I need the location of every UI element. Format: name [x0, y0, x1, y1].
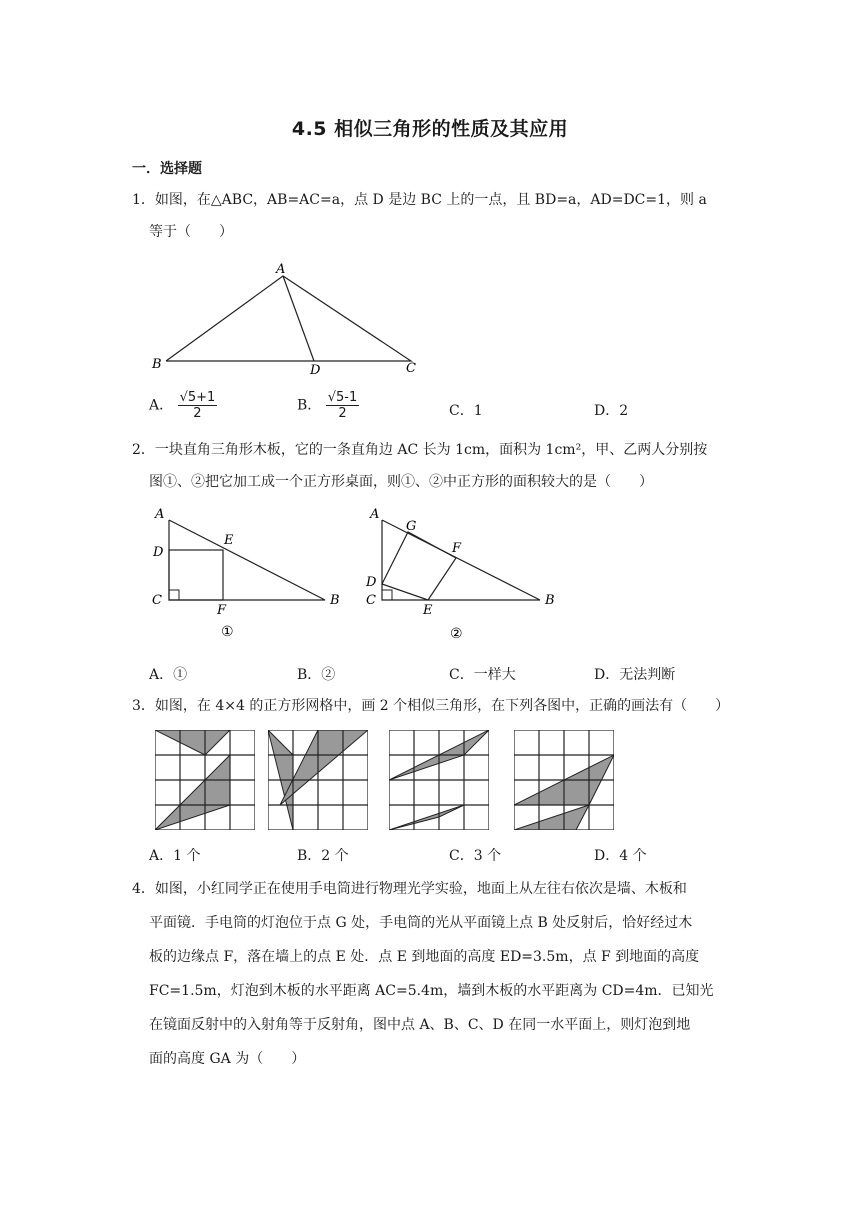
right-angle-mark	[169, 590, 179, 600]
fraction-numerator: √5-1	[327, 390, 358, 405]
page-title: 4.5 相似三角形的性质及其应用	[291, 118, 569, 140]
q3-option-d: D．4 个	[594, 848, 647, 864]
question-2-line-2: 图①、②把它加工成一个正方形桌面，则①、②中正方形的面积较大的是（ ）	[149, 474, 653, 490]
q3-option-b: B．2 个	[297, 848, 349, 864]
question-4-text	[132, 872, 732, 1076]
label-c: C	[152, 593, 162, 608]
label-d: D	[310, 363, 321, 376]
label-b: B	[545, 593, 555, 608]
q2-option-a: A．①	[149, 667, 188, 683]
question-4-line-3: 板的边缘点 F，落在墙上的点 E 处．点 E 到地面的高度 ED=3.5m，点 F 到地面的高度	[149, 949, 700, 965]
label-a: A	[155, 507, 165, 522]
shaded-triangle	[389, 805, 464, 830]
right-angle-mark	[382, 590, 392, 600]
label-f: F	[452, 541, 462, 556]
shaded-triangle	[155, 730, 230, 755]
grid-figure-4	[514, 730, 614, 830]
label-a: A	[276, 262, 286, 277]
option-value: 2	[619, 403, 629, 419]
option-key: C．	[449, 403, 474, 419]
option-key: B．	[297, 397, 322, 414]
question-2-figure-1	[145, 504, 355, 644]
segment-ad	[283, 276, 314, 361]
question-1-line-2: 等于（ ）	[149, 224, 233, 240]
question-2-figure-2	[362, 504, 572, 644]
fraction-denominator: 2	[338, 406, 347, 421]
shaded-triangle	[155, 755, 230, 830]
question-3-text	[132, 690, 732, 722]
question-1-line-1: 1．如图，在△ABC，AB=AC=a，点 D 是边 BC 上的一点，且 BD=a，AD=DC=1，则 a	[132, 192, 707, 208]
q2-option-c: C．一样大	[449, 667, 516, 683]
q1-option-d	[594, 400, 628, 420]
question-1-figure	[140, 258, 440, 376]
triangle-abc	[166, 276, 411, 361]
q1-option-b	[297, 390, 359, 421]
label-d: D	[153, 545, 164, 560]
figure-caption: ②	[450, 626, 463, 642]
option-key: A．	[149, 397, 174, 414]
question-2-line-1: 2．一块直角三角形木板，它的一条直角边 AC 长为 1cm，面积为 1cm²，甲、乙两人分别按	[132, 442, 708, 458]
question-2-text	[132, 434, 732, 498]
label-c: C	[406, 361, 416, 376]
label-a: A	[370, 507, 380, 522]
q2-option-b: B．②	[297, 667, 336, 683]
option-key: D．	[594, 403, 620, 419]
grid-figure-3	[389, 730, 489, 830]
fraction-numerator: √5+1	[179, 390, 216, 405]
option-value: 1	[473, 403, 483, 419]
label-c: C	[366, 593, 376, 608]
shaded-triangle	[514, 805, 589, 830]
square	[169, 550, 223, 600]
triangle	[169, 520, 325, 600]
q1-option-c	[449, 400, 483, 420]
grid-figure-2	[268, 730, 368, 830]
figure-caption: ①	[221, 624, 234, 640]
question-3-line-1: 3．如图，在 4×4 的正方形网格中，画 2 个相似三角形，在下列各图中，正确的画法有（ ）	[132, 698, 730, 714]
q1-option-a	[149, 390, 217, 421]
question-1-text	[132, 184, 732, 248]
question-4-line-4: FC=1.5m，灯泡到木板的水平距离 AC=5.4m，墙到木板的水平距离为 CD=4m．已知光	[149, 983, 714, 999]
square	[382, 532, 456, 600]
question-4-line-5: 在镜面反射中的入射角等于反射角，图中点 A、B、C、D 在同一水平面上，则灯泡到地	[149, 1017, 691, 1033]
fraction-denominator: 2	[193, 406, 202, 421]
section-heading: 一．选择题	[132, 161, 202, 177]
grid-lines	[514, 730, 614, 830]
q3-option-c: C．3 个	[449, 848, 502, 864]
label-e: E	[224, 533, 234, 548]
label-b: B	[152, 357, 162, 372]
label-b: B	[330, 593, 340, 608]
q3-option-a: A．1 个	[149, 848, 201, 864]
question-4-line-1: 4．如图，小红同学正在使用手电筒进行物理光学实验，地面上从左往右依次是墙、木板和	[132, 881, 687, 897]
label-f: F	[217, 603, 227, 618]
question-4-line-6: 面的高度 GA 为（ ）	[149, 1051, 306, 1067]
q2-option-d: D．无法判断	[594, 667, 676, 683]
label-e: E	[423, 603, 433, 618]
label-g: G	[406, 519, 417, 534]
fraction	[178, 390, 218, 421]
question-4-line-2: 平面镜．手电筒的灯泡位于点 G 处，手电筒的光从平面镜上点 B 处反射后，恰好经过木	[149, 915, 693, 931]
fraction	[326, 390, 360, 421]
grid-figure-1	[155, 730, 255, 830]
label-d: D	[366, 575, 377, 590]
